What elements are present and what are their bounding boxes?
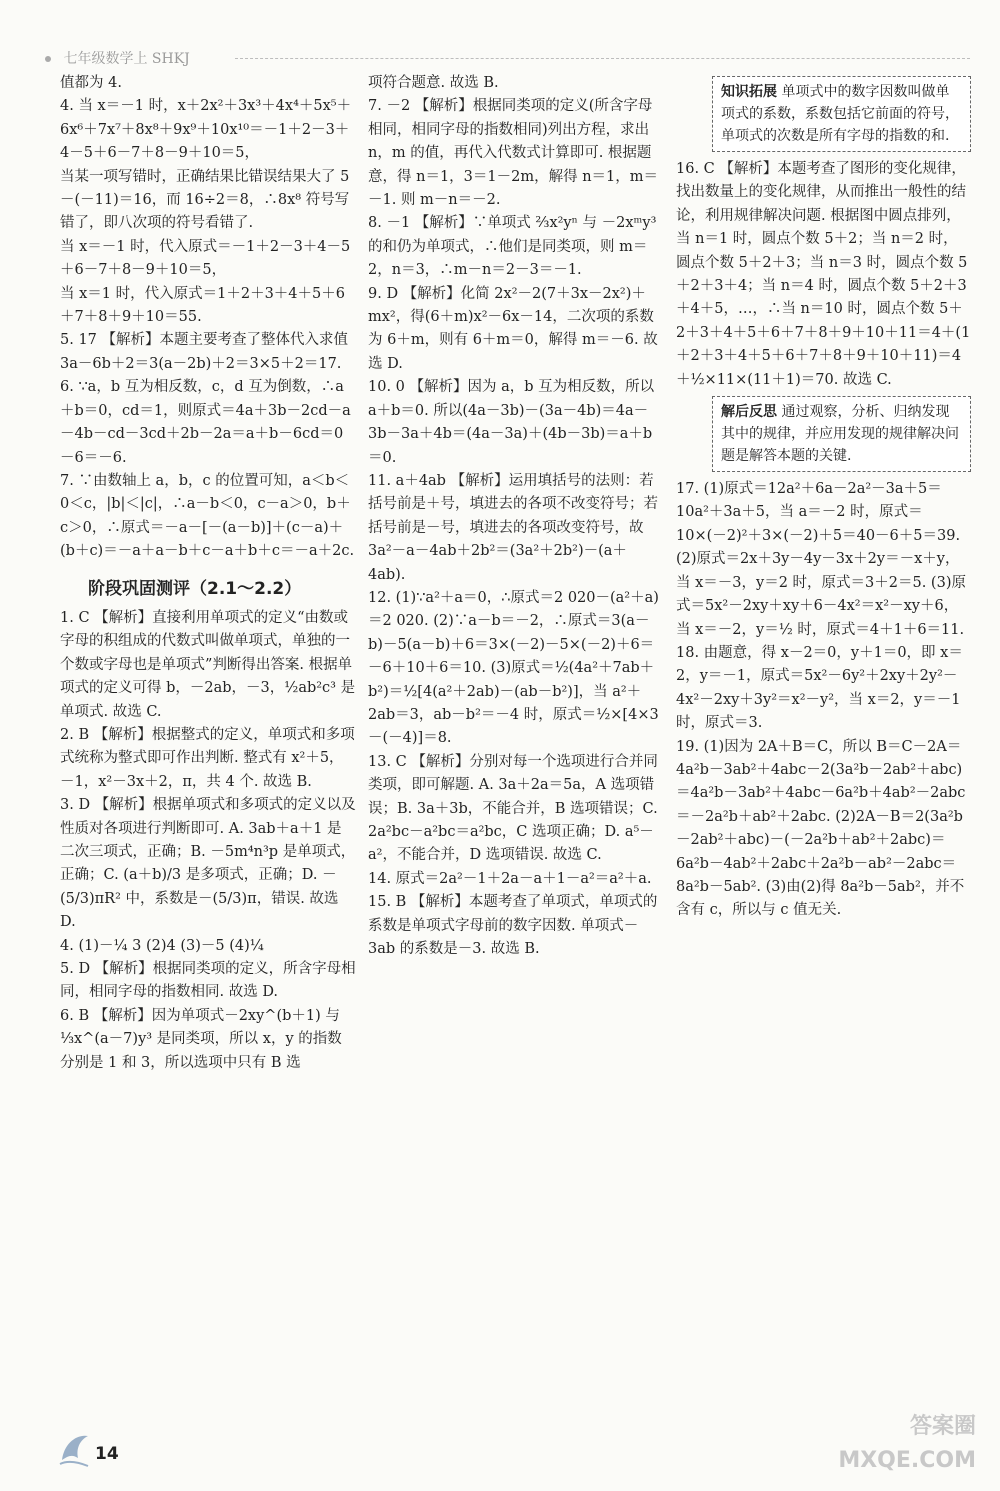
watermark-line: MXQE.COM xyxy=(838,1448,976,1473)
answer-item: 8. －1 【解析】∵单项式 ⅔x²yⁿ 与 －2xᵐy³ 的和仍为单项式，∴他们是同类项，则 m＝2，n＝3，∴m－n＝2－3＝－1. xyxy=(368,215,657,279)
box-label: 知识拓展 xyxy=(721,84,777,100)
answer-item: 项符合题意. 故选 B. xyxy=(368,75,499,91)
box-label: 解后反思 xyxy=(721,404,777,421)
answer-item: 13. C 【解析】分别对每一个选项进行合并同类项，即可解题. A. 3a＋2a＝5a，A 选项错误；B. 3a＋3b，不能合并，B 选项错误；C. 2a²bc－a²bc＝a²bc，C 选项正确；D. a⁵－a²，不能合并，D 选项错误. 故选 C. xyxy=(368,753,658,864)
answer-item: 2. B 【解析】根据整式的定义，单项式和多项式统称为整式即可作出判断. 整式有 x²＋5，－1，x²－3x＋2，π，共 4 个. 故选 B. xyxy=(60,726,355,790)
section-title: 阶段巩固测评（2.1～2.2） xyxy=(88,578,302,599)
page-number: 14 xyxy=(95,1444,119,1464)
answer-item: 14. 原式＝2a²－1＋2a－a＋1－a²＝a²＋a. xyxy=(368,870,652,887)
answer-item: 6. B 【解析】因为单项式－2xy^(b＋1) 与 ⅓x^(a－7)y³ 是同类项，所以 x，y 的指数分别是 1 和 3，所以选项中只有 B 选 xyxy=(60,1007,342,1071)
bullet-icon xyxy=(45,56,51,62)
column-2 xyxy=(368,72,663,961)
answer-item: 5. D 【解析】根据同类项的定义，所含字母相同，相同字母的指数相同. 故选 D. xyxy=(60,961,356,1001)
answer-item: 11. a＋4ab 【解析】运用填括号的法则：若括号前是＋号，填进去的各项不改变符号；若括号前是－号，填进去的各项改变符号，故 3a²－a－4ab＋2b²＝(3a²＋2b²)－(a＋4ab). xyxy=(368,472,658,583)
header-title: 七年级数学上 SHKJ xyxy=(63,51,190,67)
answer-item: 4. 当 x＝－1 时，x＋2x²＋3x³＋4x⁴＋5x⁵＋6x⁶＋7x⁷＋8x⁸＋9x⁹＋10x¹⁰＝－1＋2－3＋4－5＋6－7＋8－9＋10＝5， xyxy=(60,98,352,162)
page-header xyxy=(45,48,970,68)
answer-item: 当 x＝－1 时，代入原式＝－1＋2－3＋4－5＋6－7＋8－9＋10＝5， xyxy=(60,238,351,279)
answer-item: 7. ∵由数轴上 a，b，c 的位置可知，a＜b＜0＜c，|b|＜|c|，∴a－b＜0，c－a＞0，b＋c＞0，∴原式＝－a－[－(a－b)]＋(c－a)＋(b＋c)＝－a＋a－b＋c－a＋b＋c＝－a＋2c. xyxy=(60,472,355,560)
box-text: 单项式中的数字因数叫做单项式的系数，系数包括它前面的符号，单项式的次数是所有字母的指数的和. xyxy=(721,84,959,144)
answer-item: 15. B 【解析】本题考查了单项式，单项式的系数是单项式字母前的数字因数. 单项式－3ab 的系数是－3. 故选 B. xyxy=(368,894,658,958)
answer-item: 6. ∵a，b 互为相反数，c，d 互为倒数，∴a＋b＝0，cd＝1，则原式＝4a＋3b－2cd－a－4b－cd－3cd＋2b－2a＝a＋b－6cd＝0－6＝－6. xyxy=(60,379,351,466)
answer-item: 当某一项写错时，正确结果比错误结果大了 5－(－11)＝16，而 16÷2＝8，∴8x⁸ 符号写错了，即八次项的符号看错了. xyxy=(60,168,350,232)
answer-item: 当 x＝1 时，代入原式＝1＋2＋3＋4＋5＋6＋7＋8＋9＋10＝55. xyxy=(60,285,345,326)
answer-item: 3. D 【解析】根据单项式和多项式的定义以及性质对各项进行判断即可. A. 3ab＋a＋1 是二次三项式，正确；B. －5m⁴n³p 是单项式，正确；C. (a＋b)/3 是多项式，正确；D. －(5/3)πR² 中，系数是－(5/3)π，错误. 故选 D. xyxy=(60,797,356,931)
answer-item: 10. 0 【解析】因为 a，b 互为相反数，所以 a＋b＝0. 所以(4a－3b)－(3a－4b)＝4a－3b－3a＋4b＝(4a－3a)＋(4b－3b)＝a＋b＝0. xyxy=(368,379,655,466)
answer-item: 16. C 【解析】本题考查了图形的变化规律，找出数量上的变化规律，从而推出一般性的结论，利用规律解决问题. 根据图中圆点排列，当 n＝1 时，圆点个数 5＋2；当 n＝2 时，圆点个数 5＋2＋3；当 n＝3 时，圆点个数 5＋2＋3＋4；当 n＝4 时，圆点个数 5＋2＋3＋4＋5，…，∴当 n＝10 时，圆点个数 5＋2＋3＋4＋5＋6＋7＋8＋9＋10＋11＝4＋(1＋2＋3＋4＋5＋6＋7＋8＋9＋10＋11)＝4＋½×11×(11＋1)＝70. 故选 C. xyxy=(676,161,971,388)
watermark-line: 答案圈 xyxy=(909,1414,976,1439)
answer-item: 7. －2 【解析】根据同类项的定义(所含字母相同，相同字母的指数相同)列出方程，求出 n，m 的值，再代入代数式计算即可. 根据题意，得 n＝1，3＝1－2m，解得 n＝1，m＝－1. 则 m－n＝－2. xyxy=(368,98,659,209)
answer-item: 19. (1)因为 2A＋B＝C，所以 B＝C－2A＝4a²b－3ab²＋4abc－2(3a²b－2ab²＋abc)＝4a²b－3ab²＋4abc－6a²b＋4ab²－2abc＝－2a²b＋ab²＋2abc. (2)2A－B＝2(3a²b－2ab²＋abc)－(－2a²b＋ab²＋2abc)＝6a²b－4ab²＋2abc＋2a²b－ab²－2abc＝8a²b－5ab². (3)由(2)得 8a²b－5ab²，并不含有 c，所以与 c 值无关. xyxy=(676,738,966,919)
answer-item: 9. D 【解析】化简 2x²－2(7＋3x－2x²)＋mx²，得(6＋m)x²－6x－14，二次项的系数为 6＋m，则有 6＋m＝0，解得 m＝－6. 故选 D. xyxy=(368,285,658,372)
column-3 xyxy=(676,72,971,923)
watermark xyxy=(838,1410,976,1478)
answer-item: 17. (1)原式＝12a²＋6a－2a²－3a＋5＝10a²＋3a＋5，当 a＝－2 时，原式＝10×(－2)²＋3×(－2)＋5＝40－6＋5＝39. (2)原式＝2x＋3y－4y－3x＋2y＝－x＋y，当 x＝－3，y＝2 时，原式＝3＋2＝5. (3)原式＝5x²－2xy＋xy＋6－4x²＝x²－xy＋6，当 x＝－2，y＝½ 时，原式＝4＋1＋6＝11. xyxy=(676,481,966,638)
answer-item: 1. C 【解析】直接利用单项式的定义“由数或字母的积组成的代数式叫做单项式，单独的一个数或字母也是单项式”判断得出答案. 根据单项式的定义可得 b，－2ab，－3，½ab²c³ 是单项式. 故选 C. xyxy=(60,609,356,720)
answer-item: 12. (1)∵a²＋a＝0，∴原式＝2 020－(a²＋a)＝2 020. (2)∵a－b＝－2，∴原式＝3(a－b)－5(a－b)＋6＝3×(－2)－5×(－2)＋6＝－6＋10＋6＝10. (3)原式＝½(4a²＋7ab＋b²)＝½[4(a²＋2ab)－(ab－b²)]，当 a²＋2ab＝3，ab－b²＝－4 时，原式＝½×[4×3－(－4)]＝8. xyxy=(368,589,659,747)
header-rule xyxy=(235,58,970,59)
dolphin-icon xyxy=(58,1430,92,1468)
answer-item: 值都为 4. xyxy=(60,75,122,91)
answer-item: 4. (1)－¼ 3 (2)4 (3)－5 (4)¼ xyxy=(60,937,264,954)
answer-item: 18. 由题意，得 x－2＝0，y＋1＝0，即 x＝2，y＝－1，原式＝5x²－6y²＋2xy＋2y²－4x²－2xy＋3y²＝x²－y²，当 x＝2，y＝－1 时，原式＝3. xyxy=(676,644,963,732)
reflection-box xyxy=(712,396,971,472)
knowledge-box xyxy=(712,76,971,152)
answer-item: 5. 17 【解析】本题主要考查了整体代入求值 3a－6b＋2＝3(a－2b)＋2＝3×5＋2＝17. xyxy=(60,332,349,372)
box-text: 通过观察，分析、归纳发现其中的规律，并应用发现的规律解决问题是解答本题的关键. xyxy=(721,404,959,465)
column-1 xyxy=(60,72,356,1075)
